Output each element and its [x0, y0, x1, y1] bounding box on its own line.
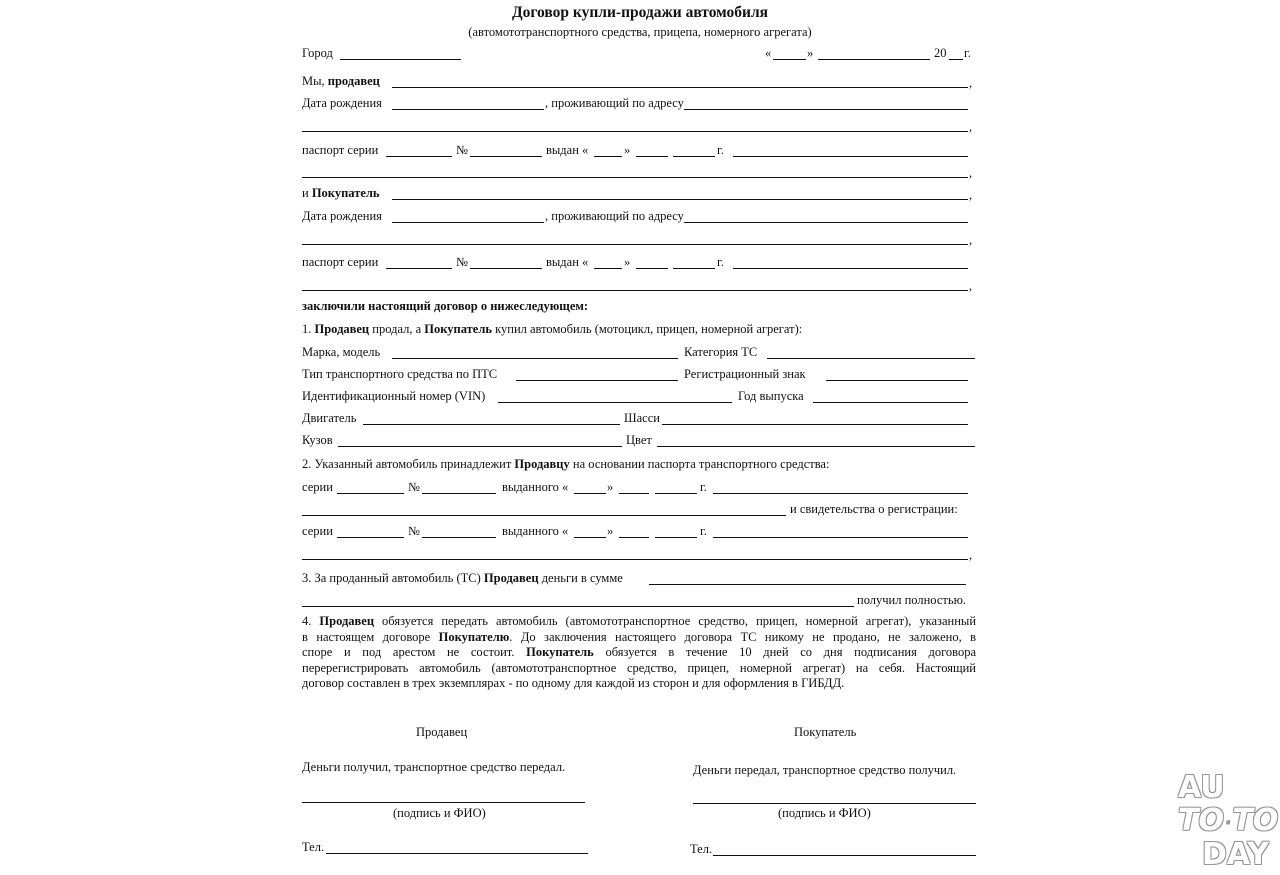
seller-address-comma: ,: [969, 120, 973, 134]
buyer-address-field[interactable]: [684, 222, 968, 223]
document-subtitle: (автомототранспортного средства, прицепа, номерного агрегата): [468, 25, 812, 39]
seller-issued-by-field-2[interactable]: [302, 177, 968, 178]
date-year-field[interactable]: [949, 59, 963, 60]
buyer-issued-month-field[interactable]: [636, 268, 668, 269]
buyer-issued-comma: ,: [969, 279, 973, 293]
agreement-heading: заключили настоящий договор о нижеследующем:: [302, 299, 589, 313]
make-model-label: Марка, модель: [302, 345, 381, 359]
buyer-comma: ,: [969, 188, 973, 202]
pts-issued-year-field[interactable]: [655, 493, 697, 494]
category-label: Категория ТС: [684, 345, 758, 359]
body-field[interactable]: [338, 446, 622, 447]
clause-1-intro: 1. Продавец продал, а Покупатель купил автомобиль (мотоцикл, прицеп, номерной агрегат):: [302, 322, 803, 336]
pts-issued-day-field[interactable]: [574, 493, 606, 494]
buyer-phone-field[interactable]: [713, 855, 976, 856]
reg-year-suffix: г.: [700, 524, 707, 538]
pts-series-field[interactable]: [337, 493, 404, 494]
reg-issued-year-field[interactable]: [655, 537, 697, 538]
seller-issued-by-field[interactable]: [733, 156, 968, 157]
vin-label: Идентификационный номер (VIN): [302, 389, 486, 403]
clause-4-line-5: договор составлен в трех экземплярах - по одному для каждой из сторон и для оформления в ГИБДД.: [302, 676, 845, 690]
year-field[interactable]: [813, 402, 968, 403]
pts-issued-by-field-2[interactable]: [302, 515, 786, 516]
amount-field[interactable]: [649, 584, 966, 585]
pts-year-suffix: г.: [700, 480, 707, 494]
buyer-issued-year-field[interactable]: [673, 268, 715, 269]
buyer-signature-title: Покупатель: [794, 725, 857, 739]
city-label: Город: [302, 46, 333, 60]
buyer-birth-label: Дата рождения: [302, 209, 382, 223]
clause-2-intro: 2. Указанный автомобиль принадлежит Продавцу на основании паспорта транспортного средства:: [302, 457, 830, 471]
received-label: получил полностью.: [857, 593, 967, 607]
engine-label: Двигатель: [302, 411, 357, 425]
year-suffix: г.: [964, 46, 971, 60]
pts-number-field[interactable]: [422, 493, 496, 494]
pts-issued-label: выданного «: [502, 480, 569, 494]
seller-issued-month-field[interactable]: [636, 156, 668, 157]
seller-comma: ,: [969, 76, 973, 90]
buyer-signature-field[interactable]: [693, 803, 976, 804]
buyer-number-label: №: [456, 255, 468, 269]
pts-issued-close: »: [607, 480, 614, 494]
make-model-field[interactable]: [392, 358, 678, 359]
buyer-role: Покупатель: [311, 186, 380, 200]
reg-issued-by-field[interactable]: [713, 537, 968, 538]
clause-3-intro: 3. За проданный автомобиль (ТС) Продавец деньги в сумме: [302, 571, 623, 585]
vehicle-type-field[interactable]: [516, 380, 678, 381]
seller-signature-title: Продавец: [416, 725, 468, 739]
pts-series-label: серии: [302, 480, 333, 494]
buyer-name-field[interactable]: [392, 199, 968, 200]
date-month-field[interactable]: [818, 59, 930, 60]
seller-address-field[interactable]: [684, 109, 968, 110]
registration-label: и свидетельства о регистрации:: [790, 502, 958, 516]
reg-comma: ,: [969, 548, 973, 562]
seller-intro: Мы, продавец: [302, 74, 380, 88]
seller-signature-note: Деньги получил, транспортное средство передал.: [302, 760, 566, 774]
seller-birth-field[interactable]: [392, 109, 544, 110]
body-label: Кузов: [302, 433, 333, 447]
seller-sign-caption: (подпись и ФИО): [393, 806, 486, 820]
seller-issued-day-field[interactable]: [594, 156, 622, 157]
seller-issued-label: выдан «: [546, 143, 589, 157]
reg-series-label: серии: [302, 524, 333, 538]
reg-issued-by-field-2[interactable]: [302, 559, 968, 560]
color-label: Цвет: [626, 433, 652, 447]
reg-issued-close: »: [607, 524, 614, 538]
reg-issued-day-field[interactable]: [574, 537, 606, 538]
reg-series-field[interactable]: [337, 537, 404, 538]
buyer-issued-by-field-2[interactable]: [302, 290, 968, 291]
vehicle-type-label: Тип транспортного средства по ПТС: [302, 367, 498, 381]
category-field[interactable]: [767, 358, 975, 359]
buyer-passport-series-field[interactable]: [386, 268, 452, 269]
seller-issued-close: »: [624, 143, 631, 157]
reg-issued-label: выданного «: [502, 524, 569, 538]
buyer-phone-label: Тел.: [690, 842, 713, 856]
seller-issued-comma: ,: [969, 166, 973, 180]
buyer-issued-label: выдан «: [546, 255, 589, 269]
clause-4-line-1: 4. Продавец обязуется передать автомобиль (автомототранспортное средство, прицеп, номерной агрегат), указанный: [302, 614, 977, 628]
pts-issued-month-field[interactable]: [619, 493, 649, 494]
city-field[interactable]: [340, 59, 461, 60]
amount-words-field[interactable]: [302, 606, 854, 607]
buyer-sign-caption: (подпись и ФИО): [778, 806, 871, 820]
reg-issued-month-field[interactable]: [619, 537, 649, 538]
year-prefix: 20: [934, 46, 947, 60]
clause-4-line-4: перерегистрировать автомобиль (автомототранспортное средство, прицеп, номерной агрегат) на себя. Настоящий: [302, 660, 976, 675]
clause-4-line-2: в настоящем договоре Покупателю. До заключения настоящего договора ТС никому не продано, не заложено, в: [302, 629, 977, 644]
seller-name-field[interactable]: [392, 87, 968, 88]
seller-number-label: №: [456, 143, 468, 157]
buyer-passport-number-field[interactable]: [470, 268, 542, 269]
reg-sign-label: Регистрационный знак: [684, 367, 806, 381]
seller-passport-label: паспорт серии: [302, 143, 379, 157]
reg-number-field[interactable]: [422, 537, 496, 538]
pts-issued-by-field[interactable]: [713, 493, 968, 494]
pts-number-label: №: [408, 480, 420, 494]
seller-address-label: , проживающий по адресу: [545, 96, 684, 110]
contract-page: Договор купли-продажи автомобиля (автомототранспортного средства, прицепа, номерного агрегата) Город « » 20 г. Мы, продавец , Дата рождения , проживающий по адресу , паспорт серии № выдан « » г. , и Покупатель , Дата рождения , проживающий по адресу , паспорт серии № выдан « » г. , заключили настоящий договор о нижеследующем: 1. Продавец продал, а Покупатель купил автомобиль (мотоцикл, прицеп, номерной агрегат): Марка, модель Категория ТС Тип транспортного средства по ПТС Регистрационный знак Идентификационный номер (VIN) Год выпуска Двигатель Шасси Кузов Цвет 2. Указанный автомобиль принадлежит Продавцу на основании паспорта транспортного средства: серии № выданного « » г. и свидетельства о регистрации: серии № выданного « » г. , 3. За проданный автомобиль (ТС) Продавец деньги в сумме получил полностью. 4. Продавец обязуется передать автомобиль (автомототранспортное средство, прицеп, номерной агрегат), указанный в настоящем договоре Покупателю. До заключения настоящего договора ТС никому не продано, не заложено, в споре и под арестом не состоит. Покупатель обязуется в течение 10 дней со дня подписания договора перерегистрировать автомобиль (автомототранспортное средство, прицеп, номерной агрегат) на себя. Настоящий договор составлен в трех экземплярах - по одному для каждой из сторон и для оформления в ГИБДД. Продавец Деньги получил, транспортное средство передал. (подпись и ФИО) Тел. Покупатель Деньги передал, транспортное средство получил. (подпись и ФИО) Тел. AU TO·TO DAY: [0, 0, 1280, 875]
chassis-field[interactable]: [662, 424, 968, 425]
chassis-label: Шасси: [624, 411, 660, 425]
seller-issued-year-field[interactable]: [673, 156, 715, 157]
buyer-intro: и Покупатель: [302, 186, 380, 200]
buyer-year-suffix: г.: [717, 255, 724, 269]
year-label: Год выпуска: [738, 389, 804, 403]
buyer-issued-day-field[interactable]: [594, 268, 622, 269]
seller-phone-label: Тел.: [302, 840, 325, 854]
buyer-passport-label: паспорт серии: [302, 255, 379, 269]
clause-4-line-3: споре и под арестом не состоит. Покупатель обязуется в течение 10 дней со дня подписания договора: [302, 645, 977, 659]
engine-field[interactable]: [363, 424, 620, 425]
reg-sign-field[interactable]: [826, 380, 968, 381]
document-title: Договор купли-продажи автомобиля: [511, 4, 769, 21]
buyer-address-comma: ,: [969, 233, 973, 247]
buyer-signature-note: Деньги передал, транспортное средство получил.: [693, 763, 957, 777]
seller-passport-number-field[interactable]: [470, 156, 542, 157]
seller-birth-label: Дата рождения: [302, 96, 382, 110]
seller-passport-series-field[interactable]: [386, 156, 452, 157]
seller-signature-field[interactable]: [302, 802, 585, 803]
date-open-quote: «: [765, 46, 772, 60]
buyer-birth-field[interactable]: [392, 222, 544, 223]
buyer-issued-by-field[interactable]: [733, 268, 968, 269]
seller-role: продавец: [327, 74, 380, 88]
seller-address-field-2[interactable]: [302, 131, 968, 132]
buyer-address-label: , проживающий по адресу: [545, 209, 684, 223]
seller-year-suffix: г.: [717, 143, 724, 157]
seller-phone-field[interactable]: [326, 853, 588, 854]
reg-number-label: №: [408, 524, 420, 538]
date-close-quote: »: [807, 46, 814, 60]
color-field[interactable]: [657, 446, 975, 447]
clause-4-paragraph: [302, 614, 976, 692]
buyer-issued-close: »: [624, 255, 631, 269]
vin-field[interactable]: [498, 402, 732, 403]
date-day-field[interactable]: [773, 59, 806, 60]
buyer-address-field-2[interactable]: [302, 244, 968, 245]
